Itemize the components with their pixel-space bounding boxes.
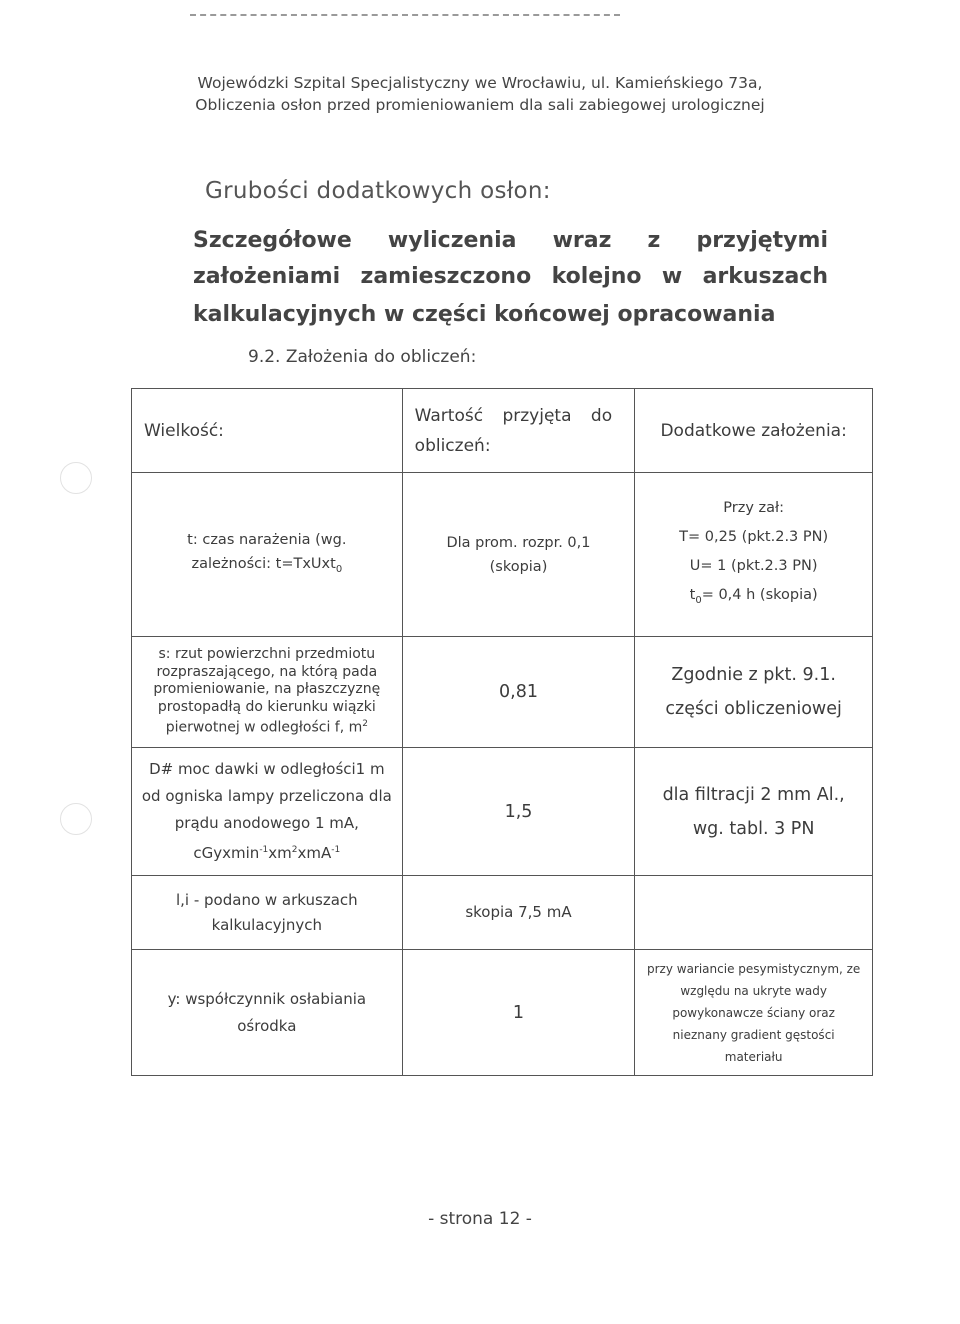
row-2-value: [402, 637, 635, 748]
row-3-value-text: 1,5: [504, 801, 533, 822]
row-1-assumption-t: t: [689, 587, 696, 604]
row-3-unit-sup-3: -1: [331, 845, 341, 855]
row-1-quantity: [132, 473, 403, 637]
row-2-quantity-unit: pierwotnej w odległości f, m: [165, 720, 363, 737]
row-1-assumption-subscript: 0: [695, 594, 702, 606]
row-3-assumption-line-1: dla filtracji 2 mm Al.,: [662, 784, 845, 805]
table-row: [132, 950, 873, 1076]
row-5-assumption-line-2: względu na ukryte wady: [680, 983, 827, 998]
row-2-quantity-line-2: rozpraszającego, na którą pada: [156, 663, 378, 680]
row-1-value: [402, 473, 635, 637]
header-assumptions: [635, 389, 873, 473]
row-5-assumption-line-3: powykonawcze ściany oraz: [672, 1005, 835, 1020]
row-4-quantity: [132, 876, 403, 950]
row-5-assumption-line-1: przy wariancie pesymistycznym, ze: [646, 961, 861, 976]
row-3-quantity-line-3: prądu anodowego 1 mA,: [174, 814, 359, 832]
punch-hole-top: [60, 462, 92, 494]
table-row: [132, 876, 873, 950]
row-3-assumption-line-2: wg. tabl. 3 PN: [692, 818, 815, 839]
row-5-assumption: [635, 950, 873, 1076]
row-1-assumption: [635, 473, 873, 637]
assumptions-table: [131, 388, 873, 1076]
row-2-quantity: [132, 637, 403, 748]
row-1-assumption-line-4: [635, 581, 872, 615]
punch-hole-bottom: [60, 803, 92, 835]
row-1-assumption-line-3: U= 1 (pkt.2.3 PN): [689, 558, 818, 575]
bold-paragraph-line-2: założeniami zamieszczono kolejno w arkuszach: [193, 264, 828, 289]
scan-artifact-line: [190, 14, 620, 18]
row-5-quantity: [132, 950, 403, 1076]
row-2-quantity-line-3: promieniowanie, na płaszczyznę: [153, 681, 381, 698]
row-5-value-text: 1: [512, 1002, 525, 1023]
table-row: [132, 473, 873, 637]
row-2-assumption-line-1: Zgodnie z pkt. 9.1.: [671, 665, 836, 685]
row-2-quantity-superscript: 2: [362, 719, 368, 730]
row-1-assumption-line-2: T= 0,25 (pkt.2.3 PN): [679, 529, 829, 546]
row-2-value-text: 0,81: [499, 682, 538, 702]
row-3-unit-sup-2: 2: [291, 845, 298, 855]
row-3-quantity-line-1: D# moc dawki w odległości1 m: [149, 760, 385, 778]
row-3-quantity-line-4: [132, 837, 402, 867]
row-5-assumption-line-4: nieznany gradient gęstości: [672, 1027, 835, 1042]
row-1-quantity-formula: zależności: t=TxUxt: [191, 555, 336, 572]
table-row: [132, 637, 873, 748]
row-3-unit-c: xmA: [297, 844, 332, 862]
row-2-assumption: [635, 637, 873, 748]
row-3-value: [402, 748, 635, 876]
header-line-1: Wojewódzki Szpital Specjalistyczny we Wrocławiu, ul. Kamieńskiego 73a,: [197, 74, 763, 92]
header-value-line-1: Wartość przyjęta do: [414, 405, 613, 426]
row-4-quantity-line-1: l,i - podano w arkuszach: [175, 890, 358, 909]
row-2-assumption-line-2: części obliczeniowej: [665, 699, 842, 719]
row-4-value: [402, 876, 635, 950]
bold-paragraph-line-1: Szczegółowe wyliczenia wraz z przyjętymi: [193, 228, 828, 253]
table-header-row: [132, 389, 873, 473]
row-4-assumption: [635, 876, 873, 950]
row-3-quantity: [132, 748, 403, 876]
row-2-quantity-line-1: s: rzut powierzchni przedmiotu: [158, 646, 376, 663]
table-row: [132, 748, 873, 876]
row-1-assumption-t-value: = 0,4 h (skopia): [701, 587, 818, 604]
row-5-quantity-line-2: ośrodka: [237, 1016, 297, 1035]
row-3-unit-sup-1: -1: [259, 845, 269, 855]
row-1-value-line-2: (skopia): [489, 558, 548, 575]
row-5-value: [402, 950, 635, 1076]
bold-paragraph-line-3: kalkulacyjnych w części końcowej opracowania: [193, 302, 776, 327]
row-3-unit-b: xm: [268, 844, 292, 862]
row-2-quantity-line-4: prostopadłą do kierunku wiązki: [157, 698, 376, 715]
row-1-assumption-line-1: Przy zał:: [723, 500, 785, 517]
header-assumptions-label: Dodatkowe założenia:: [660, 420, 847, 441]
row-2-quantity-line-5: [132, 716, 402, 737]
header-value: [402, 389, 635, 473]
row-1-quantity-subscript: 0: [335, 563, 343, 575]
row-5-quantity-line-1: y: współczynnik osłabiania: [167, 989, 367, 1008]
row-3-quantity-line-2: od ogniska lampy przeliczona dla: [141, 787, 392, 805]
header-quantity: [132, 389, 403, 473]
header-value-line-2: obliczeń:: [414, 435, 491, 456]
header-quantity-label: Wielkość:: [144, 420, 224, 441]
row-1-value-line-1: Dla prom. rozpr. 0,1: [446, 534, 591, 551]
section-title: 9.2. Założenia do obliczeń:: [248, 347, 477, 367]
row-3-unit-a: cGyxmin: [193, 844, 260, 862]
row-1-quantity-line-1: t: czas narażenia (wg.: [187, 531, 347, 548]
row-3-assumption: [635, 748, 873, 876]
page-number: - strona 12 -: [428, 1209, 532, 1229]
row-5-assumption-line-5: materiału: [724, 1049, 783, 1064]
row-1-quantity-line-2: [132, 552, 402, 582]
row-4-quantity-line-2: kalkulacyjnych: [211, 915, 322, 934]
section-heading: Grubości dodatkowych osłon:: [205, 178, 551, 204]
row-4-value-text: skopia 7,5 mA: [465, 903, 572, 921]
header-line-2: Obliczenia osłon przed promieniowaniem dla sali zabiegowej urologicznej: [195, 96, 765, 114]
